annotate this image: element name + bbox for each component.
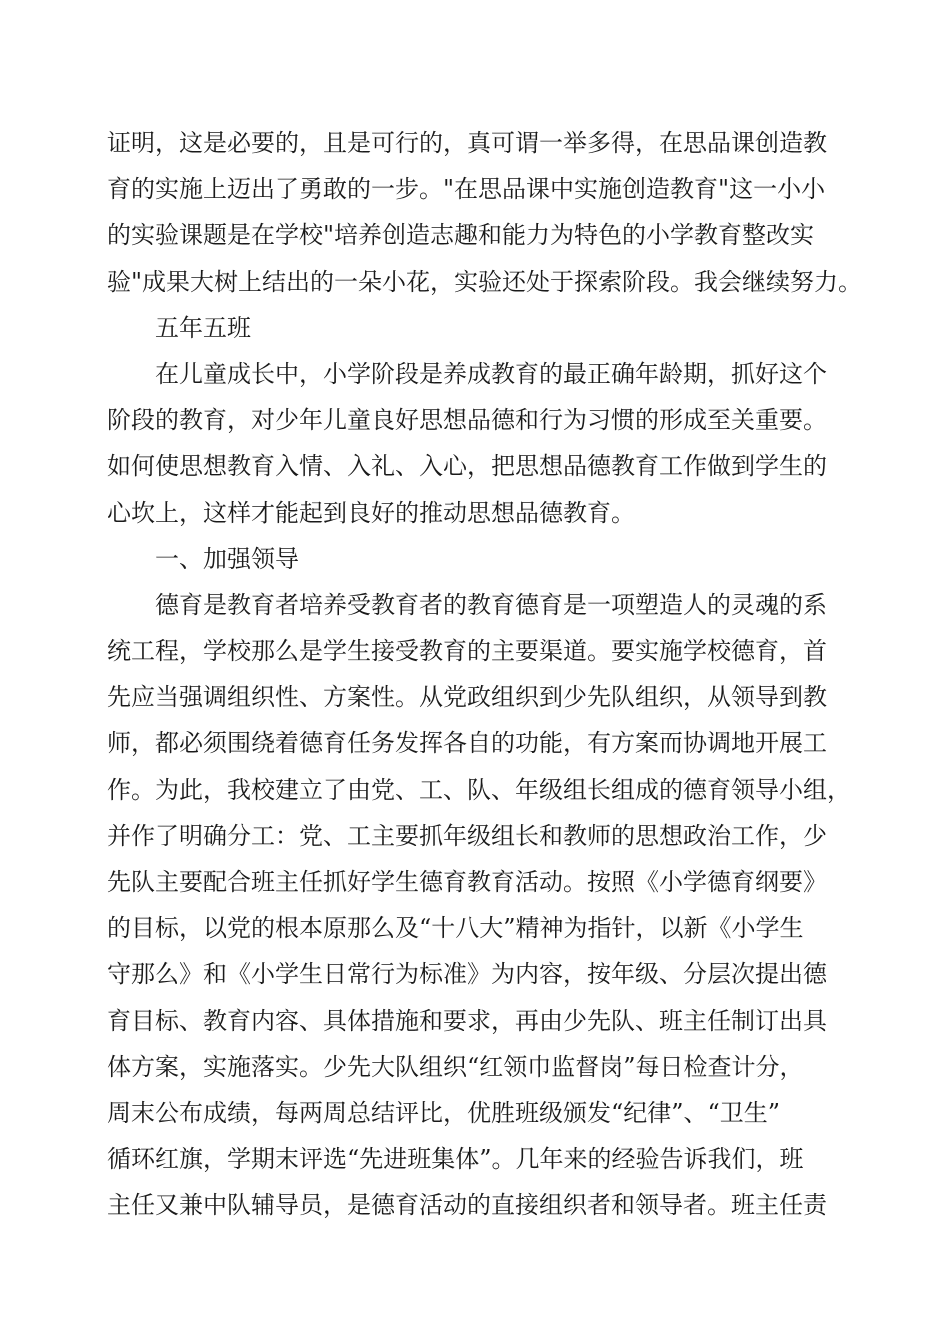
text-line: 如何使思想教育入情、入礼、入心，把思想品德教育工作做到学生的 (107, 452, 827, 481)
text-line: 先队主要配合班主任抓好学生德育教育活动。按照《小学德育纲要》 (107, 868, 827, 896)
text-line: 育目标、教育内容、具体措施和要求，再由少先队、班主任制订出具 (107, 1006, 827, 1035)
text-line: 并作了明确分工：党、工主要抓年级组长和教师的思想政治工作，少 (107, 821, 827, 850)
text-line: 的实验课题是在学校"培养创造志趣和能力为特色的小学教育整改实 (107, 221, 815, 250)
text-line: 先应当强调组织性、方案性。从党政组织到少先队组织，从领导到教 (107, 683, 827, 712)
text-line: 周末公布成绩，每两周总结评比，优胜班级颁发“纪律”、“卫生” (107, 1098, 781, 1127)
text-line: 证明，这是必要的，且是可行的，真可谓一举多得，在思品课创造教 (107, 129, 827, 157)
text-line: 阶段的教育，对少年儿童良好思想品德和行为习惯的形成至关重要。 (107, 406, 827, 435)
paragraph-start: 在儿童成长中，小学阶段是养成教育的最正确年龄期，抓好这个 (155, 359, 827, 388)
text-line: 作。为此，我校建立了由党、工、队、年级组长组成的德育领导小组， (107, 775, 851, 804)
text-line: 师，都必须围绕着德育任务发挥各自的功能，有方案而协调地开展工 (107, 729, 827, 758)
text-line: 育的实施上迈出了勇敢的一步。"在思品课中实施创造教育"这一小小 (107, 175, 826, 204)
paragraph-start: 德育是教育者培养受教育者的教育德育是一项塑造人的灵魂的系 (155, 590, 827, 619)
text-line: 心坎上，这样才能起到良好的推动思想品德教育。 (107, 498, 635, 527)
text-line: 守那么》和《小学生日常行为标准》为内容，按年级、分层次提出德 (107, 960, 827, 989)
text-line: 统工程，学校那么是学生接受教育的主要渠道。要实施学校德育，首 (107, 637, 827, 666)
text-line: 体方案，实施落实。少先大队组织“红领巾监督岗”每日检查计分， (107, 1052, 804, 1081)
text-line: 验"成果大树上结出的一朵小花，实验还处于探索阶段。我会继续努力。 (107, 267, 863, 296)
document-body (107, 120, 863, 1229)
text-line: 的目标，以党的根本原那么及“十八大”精神为指针，以新《小学生 (107, 914, 804, 943)
section-heading: 一、加强领导 (155, 544, 299, 573)
text-line: 主任又兼中队辅导员，是德育活动的直接组织者和领导者。班主任责 (107, 1191, 827, 1220)
text-line: 循环红旗，学期末评选“先进班集体”。几年来的经验告诉我们，班 (107, 1145, 804, 1174)
class-label: 五年五班 (155, 313, 251, 342)
